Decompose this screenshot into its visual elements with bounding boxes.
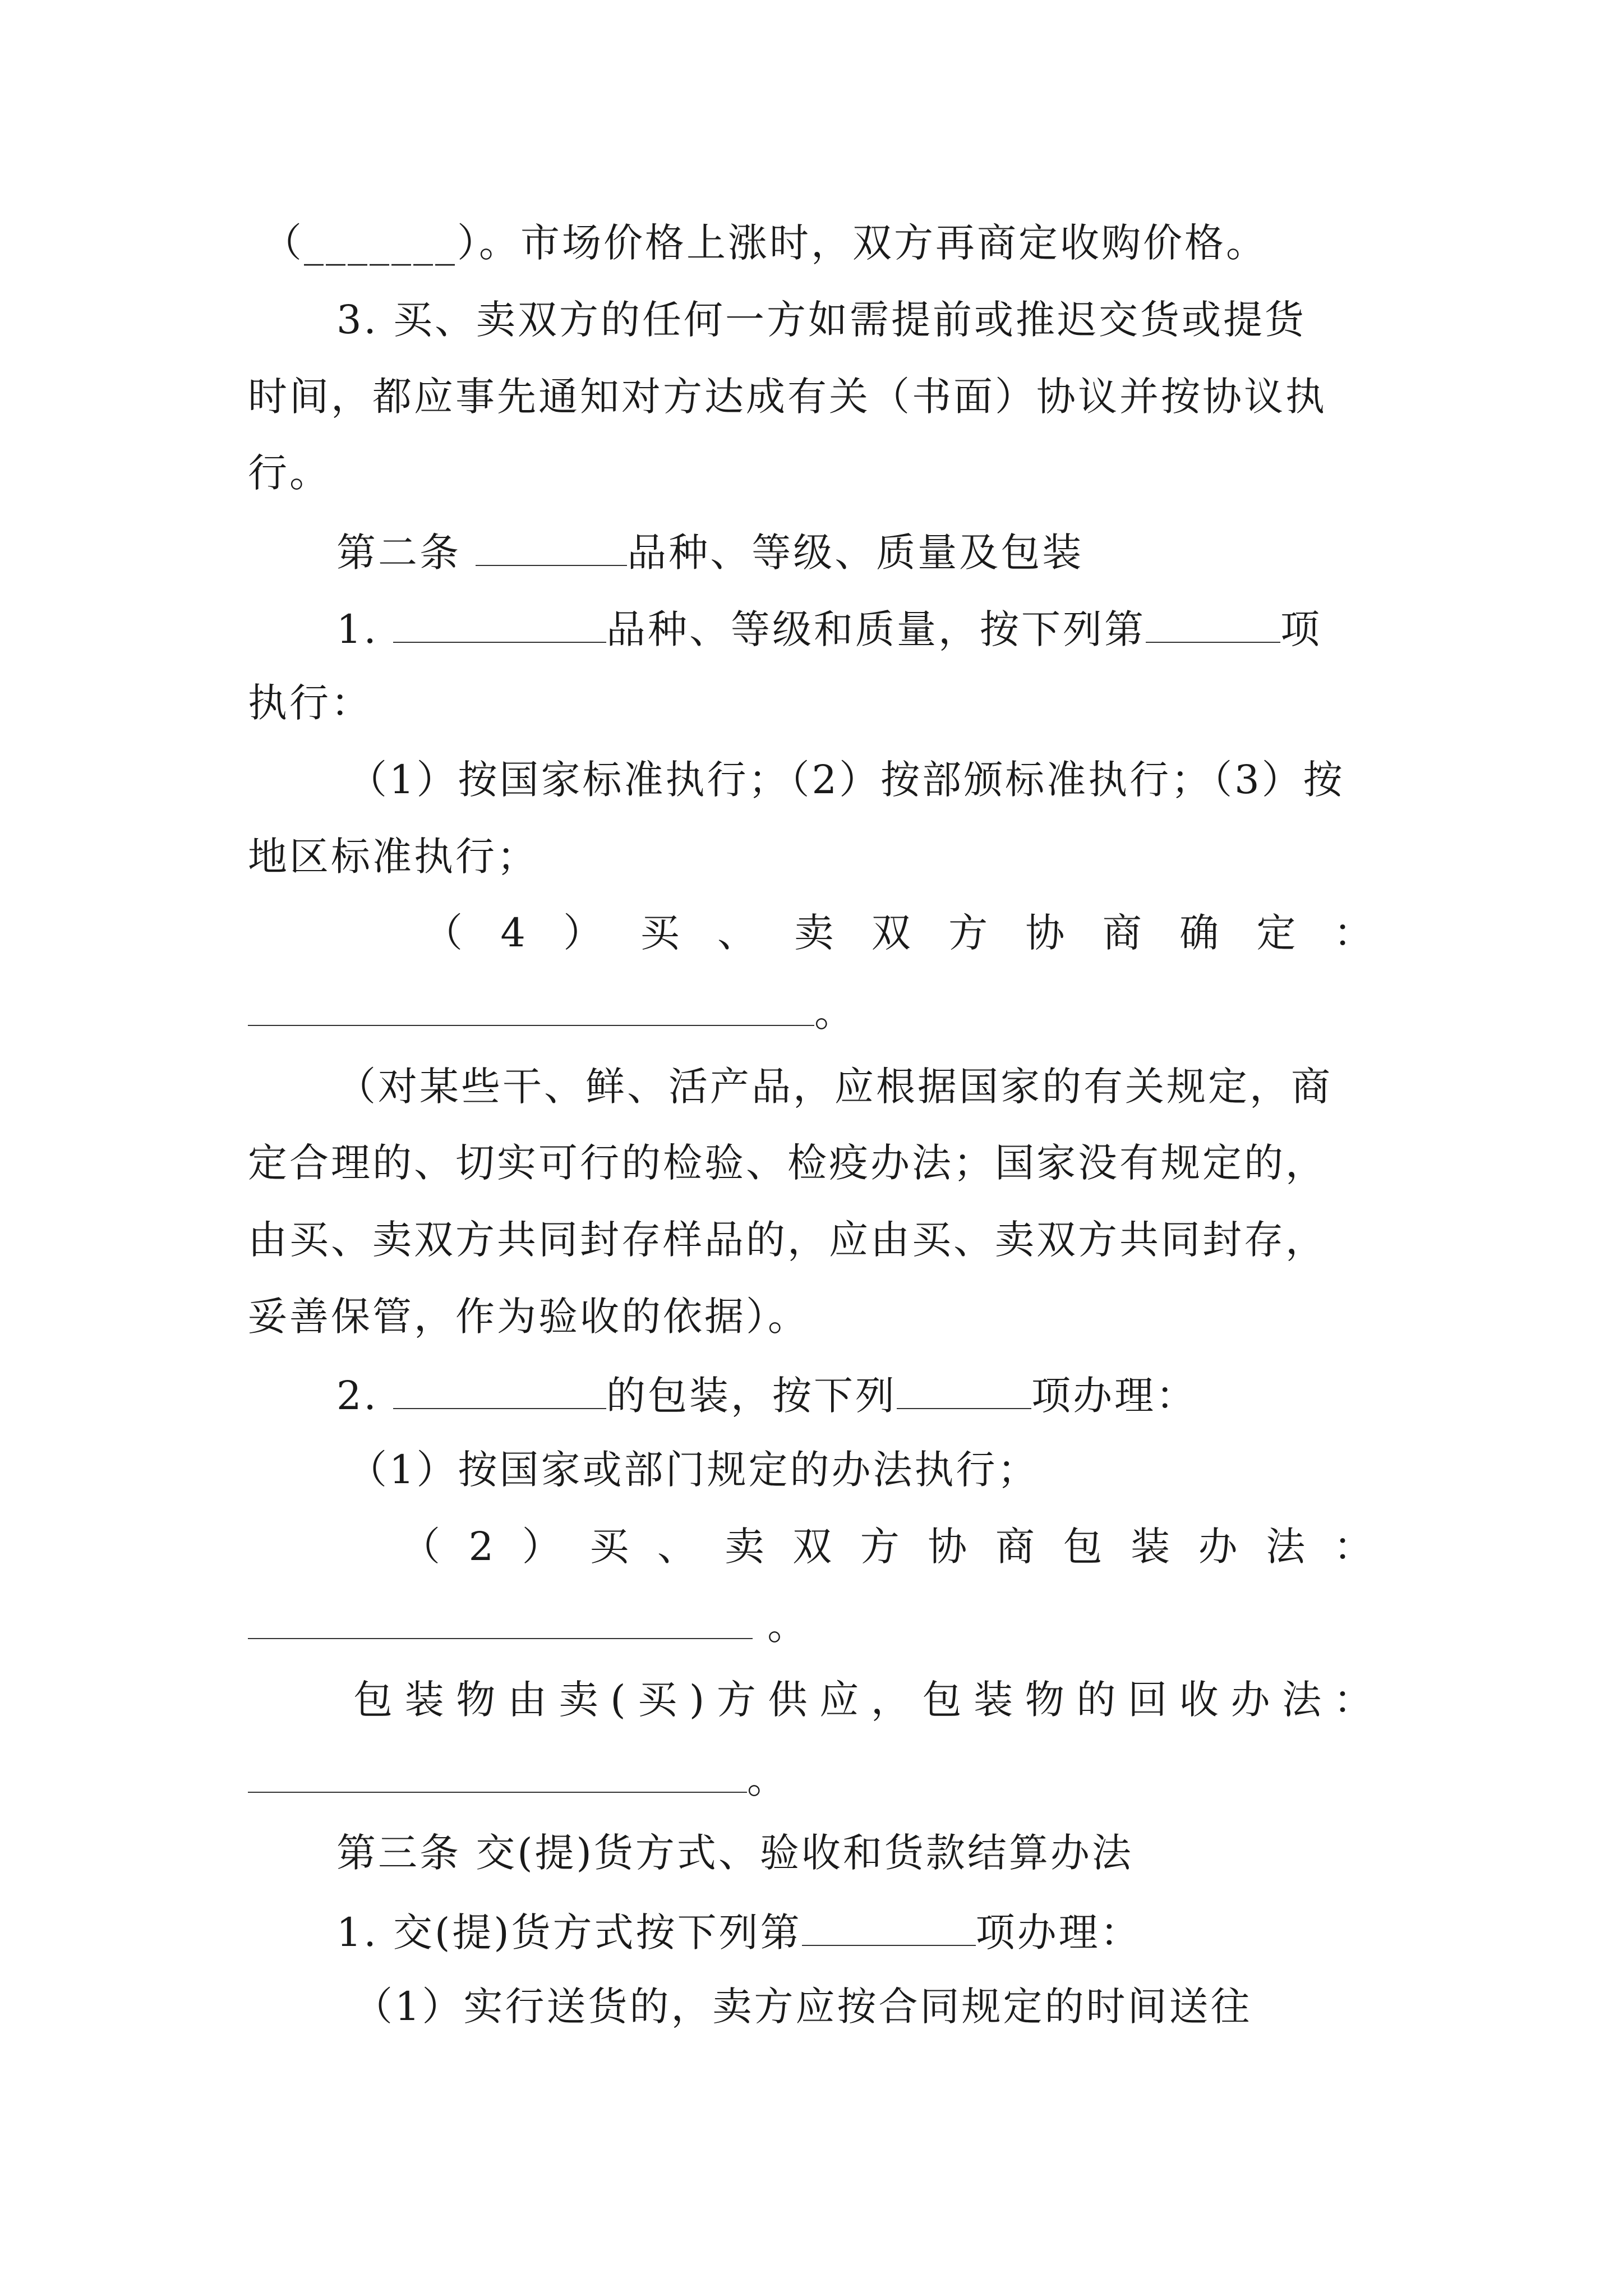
char: 的 [1076,1677,1118,1723]
item-text: 项办理： [975,1910,1142,1955]
char: 方 [860,1524,902,1570]
char: ） [522,1524,564,1570]
fill-blank [393,1373,606,1409]
char: 物 [1025,1677,1067,1723]
char: 商 [995,1524,1037,1570]
char: 装 [1131,1524,1173,1570]
article-heading: 品种、等级、质量及包装 [627,530,1084,576]
char: 卖 [725,1524,767,1570]
paragraph-line: 地区标准执行； [248,834,538,880]
char: ) [689,1677,707,1723]
fill-blank [802,1910,976,1946]
paragraph-line: 执行： [248,680,372,726]
item-number: 2. [336,1373,394,1419]
char: 法 [1282,1677,1324,1723]
char: 商 [1102,910,1144,956]
char: 确 [1179,910,1221,956]
char: 买 [638,1677,680,1723]
pack-option-2-line [401,1524,1375,1570]
paragraph-line: 时间，都应事先通知对方达成有关（书面）协议并按协议执 [248,374,1327,420]
char: 包 [353,1677,395,1723]
char: 物 [456,1677,498,1723]
fill-line [248,1603,809,1649]
article-3-item-1 [336,1910,1142,1955]
char: 定 [1256,910,1298,956]
item-text: 项 [1280,606,1322,652]
char: 包 [922,1677,964,1723]
char: （ [401,1524,442,1570]
char: 包 [1063,1524,1105,1570]
article-label: 第二条 [336,530,476,576]
paragraph-line: 行。 [248,450,331,496]
item-text: 1. 交(提)货方式按下列第 [336,1910,802,1955]
char: 4 [500,910,528,956]
char: 买 [640,910,682,956]
period: 。 [814,990,856,1036]
char: 办 [1230,1677,1272,1723]
char: 买 [589,1524,631,1570]
char: ： [1333,1677,1375,1723]
paragraph-line: （_______）。市场价格上涨时，双方再商定收购价格。 [262,220,1267,266]
fill-blank [248,990,814,1026]
item-1-line [336,606,1322,652]
article-2-title [336,530,1084,576]
item-number: 1. [336,606,394,652]
fill-blank [897,1373,1031,1409]
paragraph-line: （1）按国家标准执行；（2）按部颁标准执行；（3）按 [348,757,1345,803]
char: （ [423,910,465,956]
char: 卖 [559,1677,601,1723]
char: 由 [507,1677,549,1723]
item-text: 品种、等级和质量，按下列第 [606,606,1146,652]
char: 、 [717,910,759,956]
char: 方 [948,910,990,956]
packaging-line [353,1677,1375,1723]
fill-blank [1146,607,1280,643]
paragraph-line: （1）实行送货的，卖方应按合同规定的时间送往 [353,1984,1252,2030]
fill-line [248,1756,789,1802]
char: 双 [792,1524,834,1570]
char: ） [563,910,605,956]
char: 协 [1025,910,1067,956]
period: 。 [747,1756,789,1802]
char: ： [1333,1524,1375,1570]
fill-blank [248,1603,753,1639]
item-2-line [336,1373,1198,1419]
item-text: 的包装，按下列 [606,1373,897,1419]
char: 、 [657,1524,699,1570]
char: 供 [768,1677,810,1723]
paragraph-line: 妥善保管，作为验收的依据）。 [248,1294,809,1340]
char: 收 [1179,1677,1221,1723]
char: 装 [404,1677,446,1723]
fill-blank [248,1757,747,1793]
item-text: 项办理： [1031,1373,1198,1419]
char: ( [610,1677,628,1723]
paragraph-line: 由买、卖双方共同封存样品的，应由买、卖双方共同封存， [248,1217,1327,1263]
char: 协 [928,1524,970,1570]
period: 。 [753,1603,809,1649]
char: ， [870,1677,912,1723]
char: 办 [1198,1524,1240,1570]
fill-line [248,990,856,1036]
char: 应 [819,1677,861,1723]
char: 卖 [794,910,836,956]
char: 法 [1266,1524,1308,1570]
char: 装 [974,1677,1016,1723]
char: 双 [871,910,913,956]
char: 回 [1128,1677,1170,1723]
fill-blank [393,607,606,643]
fill-blank [476,530,627,566]
paragraph-line: 定合理的、切实可行的检验、检疫办法；国家没有规定的， [248,1140,1327,1186]
paragraph-line: 3. 买、卖双方的任何一方如需提前或推迟交货或提货 [336,297,1307,343]
char: 方 [716,1677,758,1723]
paragraph-line: （1）按国家或部门规定的办法执行； [348,1447,1039,1493]
char: ： [1333,910,1375,956]
char: 2 [468,1524,496,1570]
option-4-line [423,910,1375,956]
article-3-title: 第三条 交(提)货方式、验收和货款结算办法 [336,1830,1133,1876]
paragraph-line: （对某些干、鲜、活产品，应根据国家的有关规定，商 [336,1064,1332,1110]
